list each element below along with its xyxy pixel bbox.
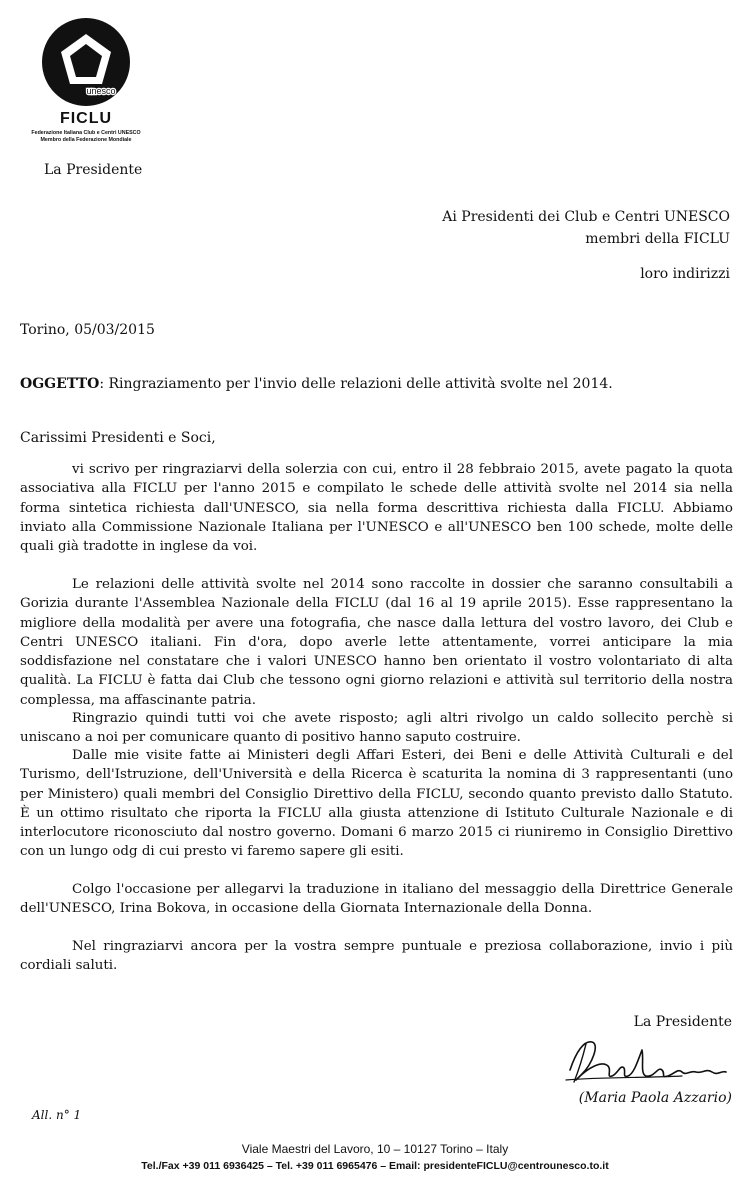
- letter-subject: [20, 376, 613, 392]
- subject-label: OGGETTO: [20, 376, 100, 392]
- unesco-logo-icon: [32, 14, 140, 110]
- footer-address: Viale Maestri del Lavoro, 10 – 10127 Torino – Italy: [241, 1142, 509, 1156]
- body-paragraph-5: Colgo l'occasione per allegarvi la traduzione in italiano del messaggio della Direttrice Generale dell'UNESCO, Irina Bokova, in occasione della Giornata Internazionale della Donna.: [20, 882, 733, 917]
- recipients-line2: membri della FICLU: [585, 231, 730, 247]
- org-subtitle-line1: Federazione Italiana Club e Centri UNESCO: [31, 130, 141, 136]
- recipients-line1: Ai Presidenti dei Club e Centri UNESCO: [442, 209, 730, 225]
- letter-date: Torino, 05/03/2015: [20, 322, 155, 338]
- signatory-name: (Maria Paola Azzario): [578, 1090, 732, 1106]
- svg-text:unesco: unesco: [86, 86, 116, 96]
- body-paragraph-3: Ringrazio quindi tutti voi che avete risposto; agli altri rivolgo un caldo sollecito perchè si uniscano a noi per comunicare quanto di positivo hanno saputo costruire.: [20, 711, 733, 746]
- handwritten-signature: [562, 1030, 732, 1088]
- footer-contacts: Tel./Fax +39 011 6936425 – Tel. +39 011 6965476 – Email: presidenteFICLU@centrounesco.to.it: [141, 1160, 609, 1172]
- body-paragraph-1: vi scrivo per ringraziarvi della solerzia con cui, entro il 28 febbraio 2015, avete pagato la quota associativa alla FICLU per l'anno 2015 e compilato le schede delle attività svolte nel 2014 sia nella forma sintetica richiesta dall'UNESCO, sia nella forma descrittiva richiesta dalla FICLU. Abbiamo inviato alla Commissione Nazionale Italiana per l'UNESCO e all'UNESCO ben 100 schede, molte delle quali già tradotte in inglese da voi.: [20, 462, 733, 555]
- org-name: FICLU: [59, 110, 113, 127]
- recipients-block: [442, 206, 730, 250]
- recipients-addresses: loro indirizzi: [640, 266, 730, 282]
- body-paragraph-4: Dalle mie visite fatte ai Ministeri degli Affari Esteri, dei Beni e delle Attività Culturali e del Turismo, dell'Istruzione, dell'Università e della Ricerca è scaturita la nomina di 3 rappresentanti (uno per Ministero) quali membri del Consiglio Direttivo della FICLU, secondo quanto previsto dallo Statuto. È un ottimo risultato che riporta la FICLU alla giusta attenzione di Istituto Culturale Nazionale e di interlocutore riconosciuto dal nostro governo. Domani 6 marzo 2015 ci riuniremo in Consiglio Direttivo con un lungo odg di cui presto vi faremo sapere gli esiti.: [20, 748, 733, 860]
- org-subtitle: [30, 130, 142, 144]
- attachment-note: All. n° 1: [32, 1108, 82, 1122]
- org-subtitle-line2: Membro della Federazione Mondiale: [40, 137, 132, 143]
- body-paragraph-6: Nel ringraziarvi ancora per la vostra sempre puntuale e preziosa collaborazione, invio i più cordiali saluti.: [20, 939, 733, 974]
- body-paragraph-2: Le relazioni delle attività svolte nel 2014 sono raccolte in dossier che saranno consultabili a Gorizia durante l'Assemblea Nazionale della FICLU (dal 16 al 19 aprile 2015). Esse rappresentano la migliore della modalità per avere una fotografia, che nasce dalla lettura del vostro lavoro, dei Club e Centri UNESCO italiani. Fin d'ora, dopo averle lette attentamente, vorrei anticipare la mia soddisfazione nel constatare che i valori UNESCO hanno ben orientato il vostro volontariato di alta qualità. La FICLU è fatta dai Club che tessono ogni giorno relazioni e attività sul territorio della nostra complessa, ma affascinante patria.: [20, 577, 733, 708]
- subject-text: : Ringraziamento per l'invio delle relazioni delle attività svolte nel 2014.: [99, 376, 613, 392]
- greeting: Carissimi Presidenti e Soci,: [20, 430, 216, 446]
- closing-title: La Presidente: [633, 1014, 732, 1030]
- sender-title: La Presidente: [44, 162, 143, 178]
- ficlu-logo: [30, 14, 140, 149]
